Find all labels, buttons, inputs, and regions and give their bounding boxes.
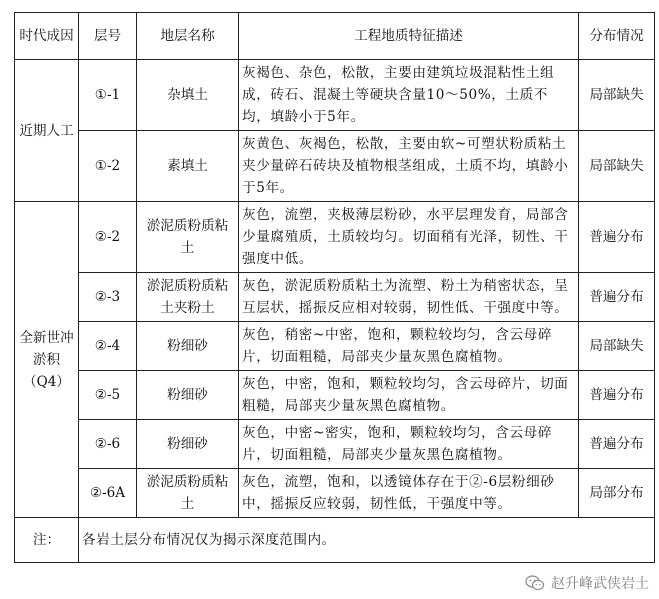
layer-description: 灰色，中密，饱和，颗粒较均匀，含云母碎片，切面粗糙，局部夹少量灰黑色腐植物。 [239, 371, 579, 420]
layer-name: 淤泥质粉质粘土 [137, 202, 239, 273]
table-row [15, 322, 655, 371]
layer-description: 灰色，中密~密实，饱和，颗粒较均匀，含云母碎片，切面粗糙，局部夹少量灰黑色腐植物。 [239, 420, 579, 469]
table-row [15, 273, 655, 322]
layer-name: 素填土 [137, 131, 239, 202]
layer-code: ①-1 [79, 60, 137, 131]
layer-name: 粉细砂 [137, 420, 239, 469]
watermark-text: 赵升峰武侠岩土 [551, 576, 649, 592]
wechat-icon [525, 575, 545, 591]
layer-code: ①-2 [79, 131, 137, 202]
header-era: 时代成因 [15, 13, 79, 60]
layer-description: 灰褐色、杂色，松散，主要由建筑垃圾混粘性土组成，砖石、混凝土等硬块含量10～50%，土质不均，填龄小于5年。 [239, 60, 579, 131]
layer-description: 灰色，稍密~中密，饱和，颗粒较均匀，含云母碎片，切面粗糙，局部夹少量灰黑色腐植物。 [239, 322, 579, 371]
note-text: 各岩土层分布情况仅为揭示深度范围内。 [79, 518, 655, 563]
layer-description: 灰黄色、灰褐色，松散，主要由软~可塑状粉质粘土夹少量碎石砖块及植物根茎组成，土质不均，填龄小于5年。 [239, 131, 579, 202]
era-cell: 全新世冲淤积（Q4） [15, 202, 79, 518]
layer-description: 灰色，淤泥质粉质粘土为流塑、粉土为稍密状态，呈互层状，摇振反应相对较弱，韧性低、干强度中等。 [239, 273, 579, 322]
header-desc: 工程地质特征描述 [239, 13, 579, 60]
layer-distribution: 普遍分布 [579, 420, 655, 469]
note-row [15, 518, 655, 563]
table-row [15, 420, 655, 469]
table-row [15, 371, 655, 420]
layer-code: ②-5 [79, 371, 137, 420]
era-cell: 近期人工 [15, 60, 79, 202]
note-label: 注： [15, 518, 79, 563]
layer-code: ②-6 [79, 420, 137, 469]
layer-code: ②-6A [79, 469, 137, 518]
table-header-row [15, 13, 655, 60]
layer-code: ②-4 [79, 322, 137, 371]
table-row [15, 60, 655, 131]
stratum-table [14, 12, 655, 563]
layer-name: 淤泥质粉质粘土夹粉土 [137, 273, 239, 322]
watermark [525, 573, 649, 593]
layer-distribution: 普遍分布 [579, 273, 655, 322]
layer-distribution: 局部缺失 [579, 131, 655, 202]
layer-name: 粉细砂 [137, 371, 239, 420]
header-code: 层号 [79, 13, 137, 60]
layer-distribution: 局部缺失 [579, 60, 655, 131]
header-dist: 分布情况 [579, 13, 655, 60]
table-row [15, 131, 655, 202]
header-name: 地层名称 [137, 13, 239, 60]
layer-name: 杂填土 [137, 60, 239, 131]
table-row [15, 469, 655, 518]
layer-distribution: 局部分布 [579, 469, 655, 518]
layer-distribution: 局部缺失 [579, 322, 655, 371]
layer-description: 灰色，流塑，饱和，以透镜体存在于②-6层粉细砂中，摇振反应较弱，韧性低，干强度中等。 [239, 469, 579, 518]
layer-name: 淤泥质粉质粘土 [137, 469, 239, 518]
layer-code: ②-3 [79, 273, 137, 322]
layer-distribution: 普遍分布 [579, 371, 655, 420]
layer-code: ②-2 [79, 202, 137, 273]
layer-name: 粉细砂 [137, 322, 239, 371]
table-row [15, 202, 655, 273]
layer-distribution: 普遍分布 [579, 202, 655, 273]
layer-description: 灰色，流塑，夹极薄层粉砂，水平层理发育，局部含少量腐殖质，土质较均匀。切面稍有光泽，韧性、干强度中低。 [239, 202, 579, 273]
